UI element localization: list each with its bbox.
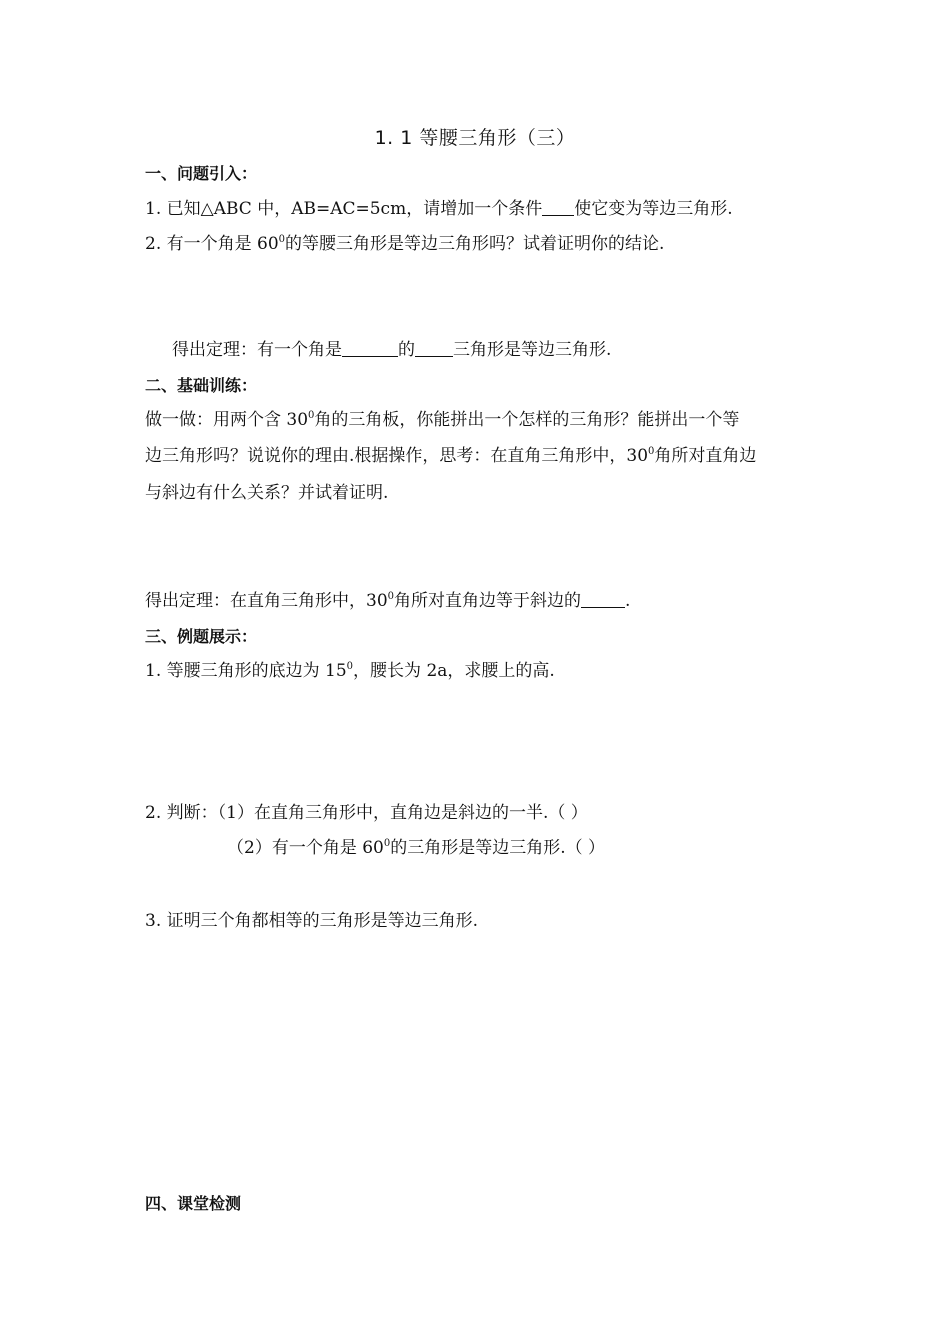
example-question-2-part-2	[227, 836, 605, 860]
intro-question-2	[145, 232, 664, 256]
example-question-1	[145, 659, 555, 683]
page-title: 1. 1 等腰三角形（三）	[374, 127, 576, 149]
degree-mark: 0	[383, 838, 391, 849]
section-heading-classroom-check: 四、课堂检测	[145, 1194, 242, 1213]
text: 角的三角板，你能拼出一个怎样的三角形？能拼出一个等	[314, 410, 740, 430]
degree-mark: 0	[308, 410, 315, 421]
text: ，腰长为 2a，求腰上的高.	[353, 661, 555, 681]
text: 的三角形是等边三角形.（ ）	[390, 838, 606, 858]
text: 的	[398, 340, 415, 360]
answer-blank	[542, 197, 574, 216]
text: 得出定理：有一个角是	[172, 340, 342, 360]
intro-question-1	[145, 197, 733, 221]
example-question-3: 3. 证明三个角都相等的三角形是等边三角形.	[145, 911, 479, 931]
degree-mark: 0	[648, 446, 655, 457]
section-heading-examples: 三、例题展示：	[145, 627, 258, 646]
text: 三角形是等边三角形.	[453, 340, 612, 360]
training-line-3: 与斜边有什么关系？并试着证明.	[145, 483, 389, 503]
text: 角所对直角边等于斜边的	[394, 591, 582, 611]
training-line-2	[145, 444, 756, 468]
example-question-2-part-1: 2. 判断：（1）在直角三角形中，直角边是斜边的一半.（ ）	[145, 803, 588, 823]
degree-mark: 0	[278, 234, 286, 245]
degree-mark: 0	[346, 661, 354, 672]
degree-mark: 0	[387, 591, 395, 602]
answer-blank	[342, 338, 398, 357]
text: 边三角形吗？说说你的理由.根据操作，思考：在直角三角形中，30	[145, 446, 649, 466]
text: 做一做：用两个含 30	[145, 410, 309, 430]
text: 的等腰三角形是等边三角形吗？试着证明你的结论.	[285, 234, 665, 254]
text: 2. 有一个角是 60	[145, 234, 279, 254]
section-heading-intro: 一、问题引入：	[145, 164, 258, 183]
text: （2）有一个角是 60	[227, 838, 384, 858]
section-heading-training: 二、基础训练：	[145, 376, 258, 395]
text: 得出定理：在直角三角形中，30	[145, 591, 388, 611]
text: .	[625, 591, 631, 611]
text: 角所对直角边	[654, 446, 757, 466]
text: 使它变为等边三角形.	[574, 199, 733, 219]
text: 1. 等腰三角形的底边为 15	[145, 661, 347, 681]
theorem-30-degree	[145, 589, 630, 613]
answer-blank	[581, 589, 625, 608]
training-line-1	[145, 408, 739, 432]
text: 1. 已知△ABC 中，AB=AC=5cm，请增加一个条件	[145, 199, 543, 219]
answer-blank	[415, 338, 453, 357]
theorem-equilateral	[172, 338, 611, 362]
